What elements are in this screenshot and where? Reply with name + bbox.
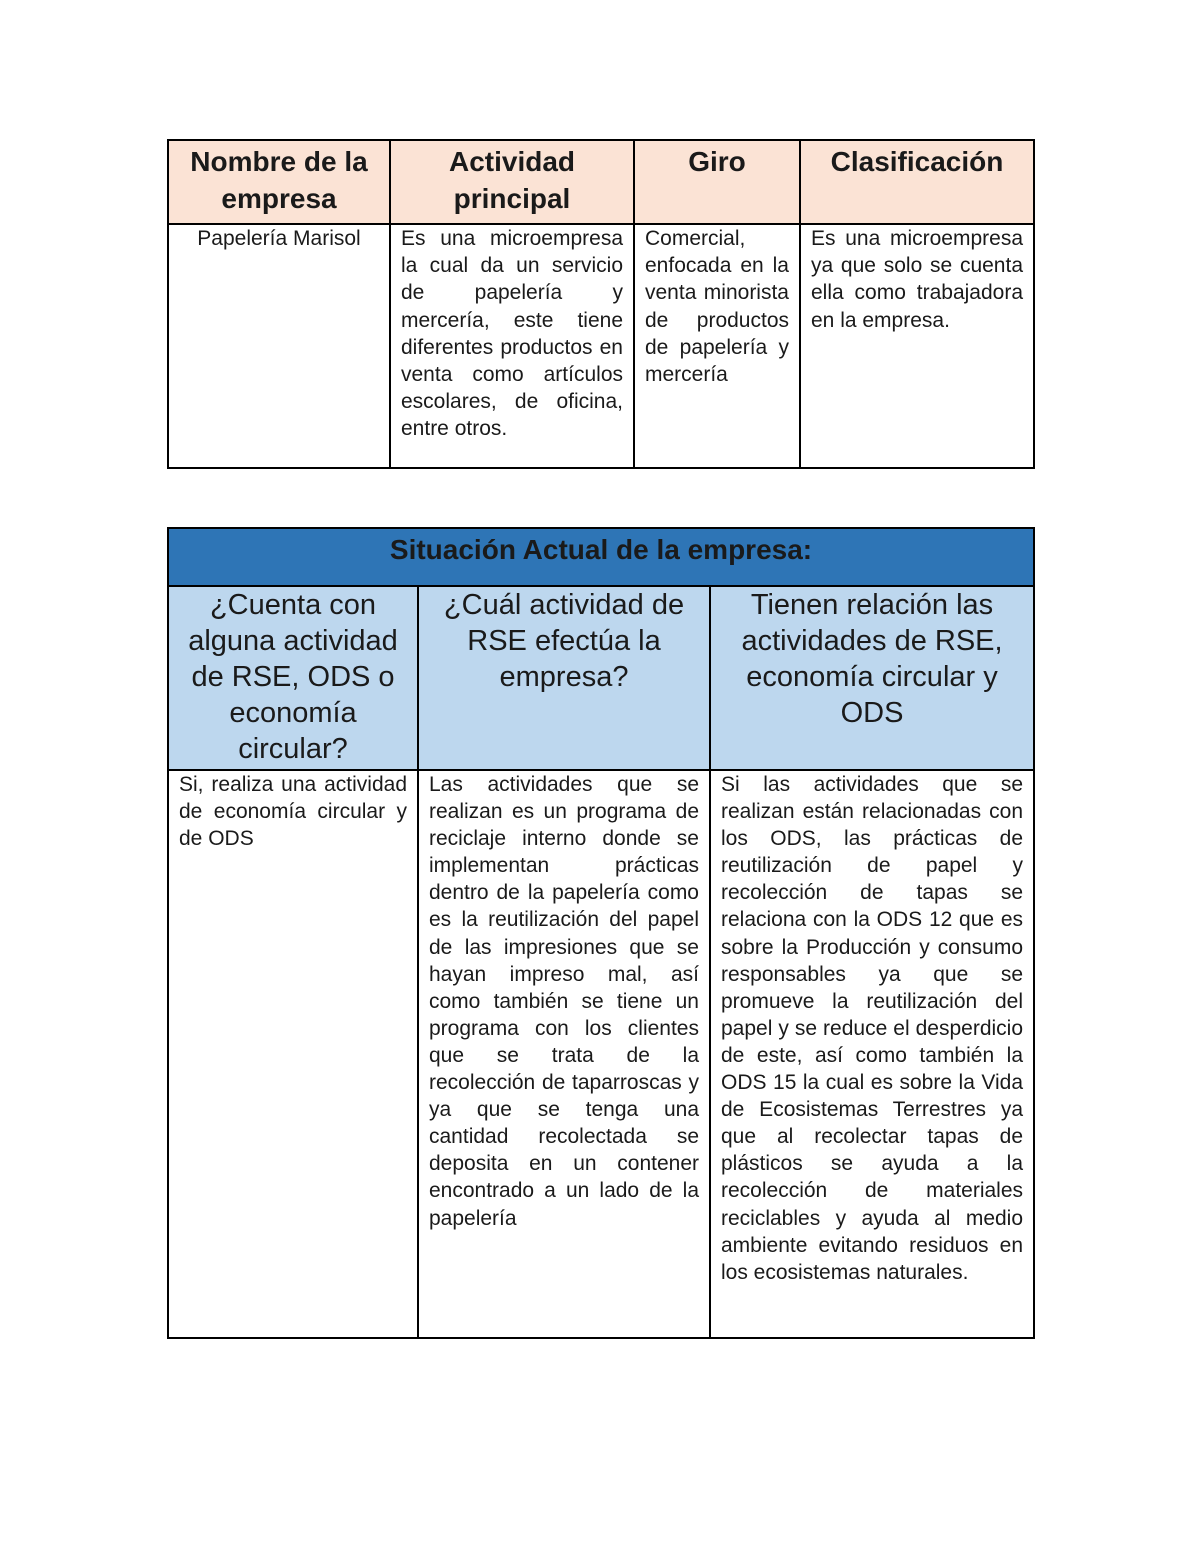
cell-nombre-empresa: Papelería Marisol bbox=[168, 224, 390, 468]
cell-clasificacion: Es una microempresa ya que solo se cuenta ella como trabajadora en la empresa. bbox=[800, 224, 1034, 468]
answer-actividad-rse: Las actividades que se realizan es un programa de reciclaje interno donde se implementan prácticas dentro de la papelería como es la reutilización del papel de las impresiones que se hayan impreso mal, así como también se tiene un programa con los clientes que se trata de la recolección de taparroscas y ya que se tenga una cantidad recolectada se deposita en un contener encontrado a un lado de la papelería bbox=[418, 770, 710, 1338]
question-rse-ods: ¿Cuenta con alguna actividad de RSE, ODS o economía circular? bbox=[168, 586, 418, 770]
company-info-header-row bbox=[168, 140, 1034, 224]
situacion-actual-table bbox=[167, 527, 1035, 1339]
header-actividad-principal: Actividad principal bbox=[390, 140, 634, 224]
header-nombre-empresa: Nombre de la empresa bbox=[168, 140, 390, 224]
situacion-questions-row bbox=[168, 586, 1034, 770]
cell-actividad-principal: Es una microempresa la cual da un servicio de papelería y mercería, este tiene diferentes productos en venta como artículos escolares, de oficina, entre otros. bbox=[390, 224, 634, 468]
situacion-answers-row bbox=[168, 770, 1034, 1338]
situacion-title-row bbox=[168, 528, 1034, 586]
company-info-table bbox=[167, 139, 1035, 469]
question-relacion: Tienen relación las actividades de RSE, economía circular y ODS bbox=[710, 586, 1034, 770]
company-info-row bbox=[168, 224, 1034, 468]
header-clasificacion: Clasificación bbox=[800, 140, 1034, 224]
situacion-title: Situación Actual de la empresa: bbox=[168, 528, 1034, 586]
header-giro: Giro bbox=[634, 140, 800, 224]
answer-rse-ods: Si, realiza una actividad de economía circular y de ODS bbox=[168, 770, 418, 1338]
cell-giro: Comercial, enfocada en la venta minorista de productos de papelería y mercería bbox=[634, 224, 800, 468]
question-actividad-rse: ¿Cuál actividad de RSE efectúa la empresa? bbox=[418, 586, 710, 770]
answer-relacion: Si las actividades que se realizan están relacionadas con los ODS, las prácticas de reutilización de papel y recolección de tapas se relaciona con la ODS 12 que es sobre la Producción y consumo responsables ya que se promueve la reutilización del papel y se reduce el desperdicio de este, así como también la ODS 15 la cual es sobre la Vida de Ecosistemas Terrestres ya que al recolectar tapas de plásticos se ayuda a la recolección de materiales reciclables y ayuda al medio ambiente evitando residuos en los ecosistemas naturales. bbox=[710, 770, 1034, 1338]
